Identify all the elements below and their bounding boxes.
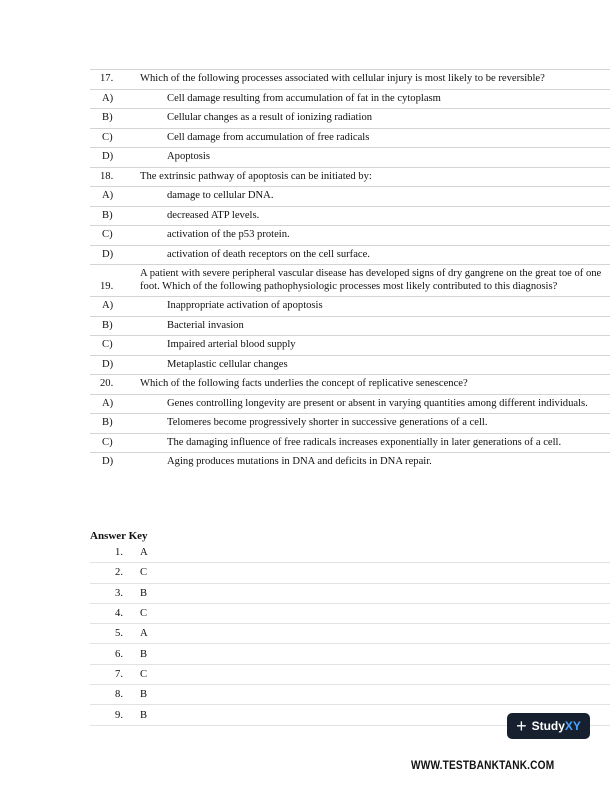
studyxy-badge[interactable] bbox=[507, 713, 590, 739]
option-text: Aging produces mutations in DNA and deficits in DNA repair. bbox=[167, 456, 432, 467]
option-row bbox=[90, 433, 610, 453]
answer-key-answer: A bbox=[140, 628, 148, 640]
answer-key-row bbox=[90, 563, 610, 583]
option-text: Cell damage from accumulation of free radicals bbox=[167, 131, 370, 143]
option-row bbox=[90, 394, 610, 414]
option-letter: D) bbox=[102, 248, 114, 260]
option-text: damage to cellular DNA. bbox=[167, 190, 274, 201]
answer-key-answer: A bbox=[140, 547, 148, 559]
answer-key-answer: C bbox=[140, 668, 148, 680]
option-text: The damaging influence of free radicals increases exponentially in later generations of a cell. bbox=[167, 436, 562, 448]
option-text: activation of the p53 protein. bbox=[167, 229, 290, 240]
question-row bbox=[90, 167, 610, 187]
answer-key-number: 3. bbox=[115, 587, 123, 599]
option-text: Genes controlling longevity are present or absent in varying quantities among different individuals. bbox=[167, 397, 588, 409]
answer-key-number: 8. bbox=[115, 689, 123, 701]
option-text: Metaplastic cellular changes bbox=[167, 358, 288, 370]
option-row bbox=[90, 147, 610, 167]
question-row bbox=[90, 264, 610, 296]
answer-key-row bbox=[90, 543, 610, 563]
option-letter: C) bbox=[102, 131, 113, 143]
option-letter: D) bbox=[102, 358, 114, 370]
option-text: Telomeres become progressively shorter in successive generations of a cell. bbox=[167, 417, 488, 428]
option-letter: C) bbox=[102, 339, 113, 350]
option-text: decreased ATP levels. bbox=[167, 209, 260, 221]
answer-key-row bbox=[90, 644, 610, 664]
option-text: Apoptosis bbox=[167, 151, 210, 162]
option-letter: B) bbox=[102, 209, 113, 221]
question-row bbox=[90, 69, 610, 89]
question-number: 19. bbox=[100, 280, 114, 292]
answer-key-answer: B bbox=[140, 709, 148, 721]
question-text: Which of the following facts underlies the concept of replicative senescence? bbox=[140, 378, 468, 389]
question-number: 20. bbox=[100, 378, 114, 389]
option-row bbox=[90, 186, 610, 206]
option-text: Inappropriate activation of apoptosis bbox=[167, 300, 323, 311]
option-row bbox=[90, 225, 610, 245]
answer-key-row bbox=[90, 665, 610, 685]
question-text: A patient with severe peripheral vascular disease has developed signs of dry gangrene on the great toe of one foot. Which of the following pathophysiologic processes most likely contributed to this diagnosis? bbox=[140, 268, 602, 292]
option-letter: B) bbox=[102, 319, 113, 331]
option-letter: A) bbox=[102, 397, 114, 409]
answer-key-row bbox=[90, 584, 610, 604]
answer-key-number: 7. bbox=[115, 668, 123, 680]
question-row bbox=[90, 374, 610, 394]
question-text: The extrinsic pathway of apoptosis can be initiated by: bbox=[140, 170, 372, 182]
answer-key-number: 2. bbox=[115, 567, 123, 579]
brand-accent: XY bbox=[564, 719, 581, 733]
question-table bbox=[90, 69, 610, 472]
option-row bbox=[90, 128, 610, 148]
option-letter: D) bbox=[102, 151, 114, 162]
option-text: Cell damage resulting from accumulation of fat in the cytoplasm bbox=[167, 92, 441, 104]
plus-icon: + bbox=[516, 716, 527, 736]
option-row bbox=[90, 335, 610, 355]
option-row bbox=[90, 206, 610, 226]
option-text: Bacterial invasion bbox=[167, 319, 244, 331]
option-letter: C) bbox=[102, 229, 113, 240]
answer-key-number: 5. bbox=[115, 628, 123, 640]
question-number: 18. bbox=[100, 170, 114, 182]
answer-key-answer: B bbox=[140, 648, 148, 660]
answer-key-answer: B bbox=[140, 587, 148, 599]
answer-key-number: 4. bbox=[115, 608, 123, 620]
option-letter: A) bbox=[102, 300, 114, 311]
answer-key-number: 6. bbox=[115, 648, 123, 660]
option-row bbox=[90, 355, 610, 375]
option-letter: C) bbox=[102, 436, 113, 448]
answer-key-number: 1. bbox=[115, 547, 123, 559]
option-row bbox=[90, 452, 610, 472]
footer-site[interactable]: WWW.TESTBANKTANK.COM bbox=[411, 760, 555, 772]
option-row bbox=[90, 108, 610, 128]
option-row bbox=[90, 316, 610, 336]
option-row bbox=[90, 413, 610, 433]
brand-main: Study bbox=[531, 719, 565, 733]
question-number: 17. bbox=[100, 73, 114, 84]
option-row bbox=[90, 296, 610, 316]
answer-key-row bbox=[90, 624, 610, 644]
answer-key-list bbox=[90, 543, 610, 726]
option-text: activation of death receptors on the cell surface. bbox=[167, 248, 370, 260]
option-letter: D) bbox=[102, 456, 114, 467]
question-text: Which of the following processes associated with cellular injury is most likely to be reversible? bbox=[140, 73, 545, 84]
answer-key-title: Answer Key bbox=[90, 530, 148, 542]
option-letter: B) bbox=[102, 112, 113, 123]
option-row bbox=[90, 89, 610, 109]
option-letter: A) bbox=[102, 190, 114, 201]
option-text: Impaired arterial blood supply bbox=[167, 339, 296, 350]
answer-key-number: 9. bbox=[115, 709, 123, 721]
answer-key-answer: B bbox=[140, 689, 148, 701]
answer-key-row bbox=[90, 685, 610, 705]
answer-key-answer: C bbox=[140, 608, 148, 620]
option-letter: B) bbox=[102, 417, 113, 428]
option-text: Cellular changes as a result of ionizing radiation bbox=[167, 112, 373, 123]
answer-key-row bbox=[90, 604, 610, 624]
answer-key-answer: C bbox=[140, 567, 148, 579]
option-letter: A) bbox=[102, 92, 114, 104]
option-row bbox=[90, 245, 610, 265]
